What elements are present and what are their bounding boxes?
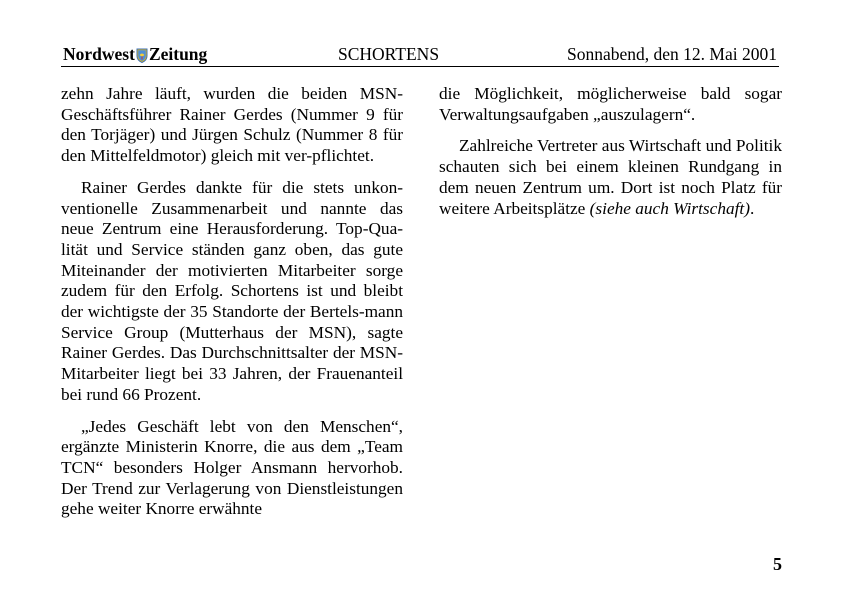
paragraph-text: Zahlreiche Vertreter aus Wirtschaft und Politik schauten sich bei einem kleinen Rundgang in dem neuen Zentrum um. Dort ist noch Platz für weitere Arbeitsplätze <box>439 136 782 218</box>
page-header <box>61 44 779 67</box>
article-column-right <box>439 84 782 230</box>
page-number: 5 <box>773 554 782 574</box>
paragraph-end: . <box>749 198 755 218</box>
paragraph: „Jedes Geschäft lebt von den Menschen“, ergänzte Ministerin Knorre, die aus dem „Team TCN“ besonders Holger Ansmann hervorhob. Der Trend zur Verlagerung von Dienstleistungen gehe weiter Knorre erwähnte <box>61 416 403 519</box>
section-title: SCHORTENS <box>338 44 440 64</box>
newspaper-brand <box>63 44 207 64</box>
paragraph: die Möglichkeit, möglicherweise bald sogar Verwaltungsaufgaben „auszulagern“. <box>439 84 782 124</box>
brand-name-part1: Nordwest <box>63 44 135 64</box>
crest-icon <box>136 48 148 63</box>
brand-name-part2: Zeitung <box>148 44 208 64</box>
article-column-left <box>61 84 403 531</box>
issue-date: Sonnabend, den 12. Mai 2001 <box>567 44 777 64</box>
paragraph: Rainer Gerdes dankte für die stets unkon-ventionelle Zusammenarbeit und nannte das neue Zentrum eine Herausforderung. Top-Qua-lität und Service ständen ganz oben, das gute Miteinander der motivierten Mitarbeiter sorge zudem für den Erfolg. Schortens ist und bleibt der wichtigste der 35 Standorte der Bertels-mann Service Group (Mutterhaus der MSN), sagte Rainer Gerdes. Das Durchschnittsalter der MSN-Mitarbeiter liegt bei 33 Jahren, der Frauenanteil bei rund 66 Prozent. <box>61 177 403 404</box>
paragraph: zehn Jahre läuft, wurden die beiden MSN-Geschäftsführer Rainer Gerdes (Nummer 9 für den Torjäger) und Jürgen Schulz (Nummer 8 für den Mittelfeldmotor) gleich mit ver-pflichtet. <box>61 84 403 166</box>
paragraph <box>439 136 782 219</box>
cross-reference: (siehe auch Wirtschaft) <box>589 198 750 218</box>
